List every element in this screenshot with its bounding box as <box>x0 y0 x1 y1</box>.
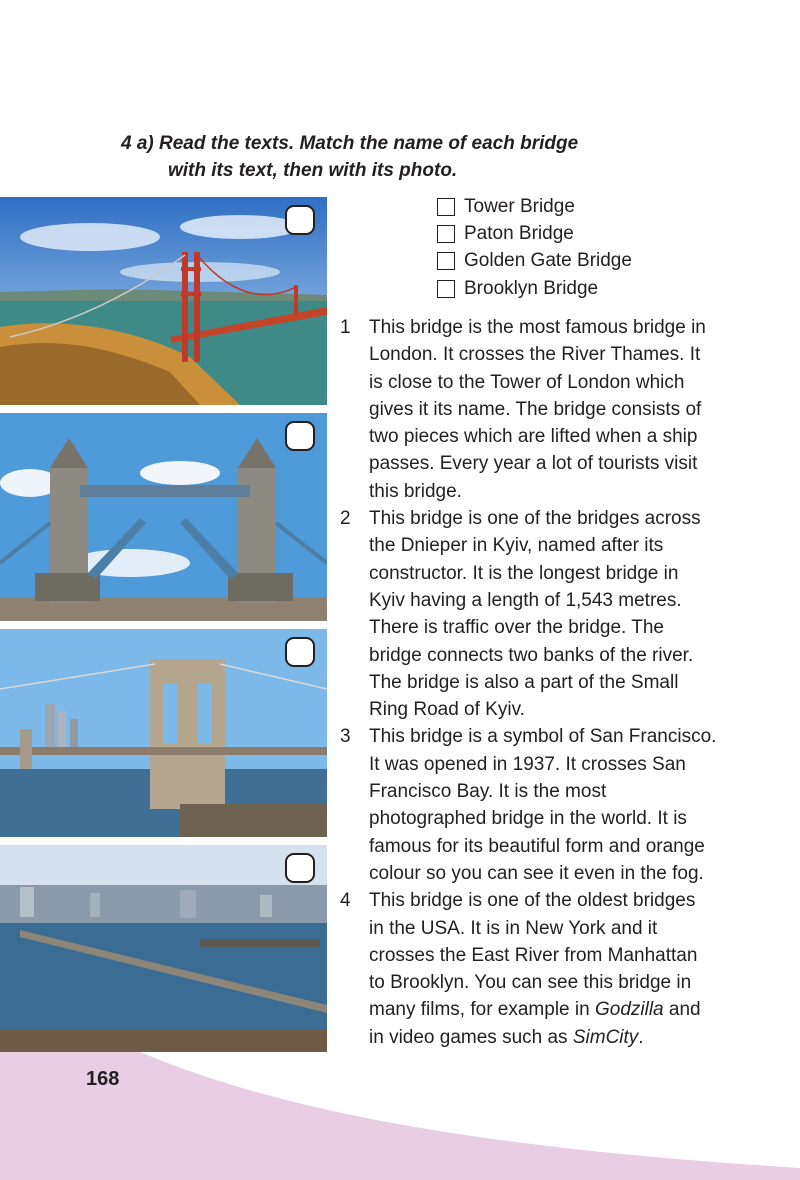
text-fragment: and <box>663 999 701 1021</box>
text-line: constructor. It is the longest bridge in <box>369 562 679 584</box>
text-line: Ring Road of Kyiv. <box>369 699 525 721</box>
option-label: Brooklyn Bridge <box>464 277 599 299</box>
page-number: 168 <box>86 1068 120 1090</box>
text-line: bridge connects two banks of the river. <box>369 644 694 666</box>
text-fragment: in video games such as <box>369 1026 573 1048</box>
option-label: Golden Gate Bridge <box>464 250 632 272</box>
checkbox[interactable] <box>437 198 455 216</box>
text-line: passes. Every year a lot of tourists visit <box>369 453 698 475</box>
text-line: London. It crosses the River Thames. It <box>369 344 701 366</box>
text-line: Kyiv having a length of 1,543 metres. <box>369 589 682 611</box>
photo-tower-bridge <box>0 413 327 621</box>
text-entry-2 <box>340 505 740 723</box>
photo-answer-box[interactable] <box>285 637 315 667</box>
text-entry-1 <box>340 314 740 505</box>
checkbox[interactable] <box>437 225 455 243</box>
photo-answer-box[interactable] <box>285 205 315 235</box>
text-line <box>369 1024 740 1051</box>
entry-number: 3 <box>340 726 351 748</box>
entry-number: 1 <box>340 317 351 338</box>
text-line: This bridge is the most famous bridge in <box>369 317 706 338</box>
text-line <box>369 996 740 1023</box>
film-title: Godzilla <box>594 999 664 1021</box>
text-line: in the USA. It is in New York and it <box>369 917 658 939</box>
photo-golden-gate-bridge <box>0 197 327 405</box>
text-fragment: many films, for example in <box>369 999 595 1021</box>
bridge-texts <box>340 314 740 1051</box>
bridge-options-list <box>437 193 632 302</box>
option-label: Paton Bridge <box>464 222 574 244</box>
entry-number: 2 <box>340 508 351 530</box>
text-line: This bridge is one of the bridges across <box>369 508 701 530</box>
text-line: It was opened in 1937. It crosses San <box>369 753 686 775</box>
text-line: the Dnieper in Kyiv, named after its <box>369 535 664 557</box>
text-line: gives it its name. The bridge consists of <box>369 398 702 420</box>
text-line: Francisco Bay. It is the most <box>369 781 607 803</box>
photo-answer-box[interactable] <box>285 853 315 883</box>
option-golden-gate-bridge[interactable] <box>437 248 632 275</box>
text-fragment: . <box>638 1026 644 1048</box>
text-line: is close to the Tower of London which <box>369 371 685 393</box>
text-line: crosses the East River from Manhattan <box>369 944 698 966</box>
text-line: This bridge is a symbol of San Francisco. <box>369 726 717 748</box>
text-line: There is traffic over the bridge. The <box>369 617 665 639</box>
option-brooklyn-bridge[interactable] <box>437 275 632 302</box>
photo-answer-box[interactable] <box>285 421 315 451</box>
task-line-2: with its text, then with its photo. <box>168 160 458 181</box>
task-line-1: 4 a) Read the texts. Match the name of each bridge <box>121 133 579 154</box>
game-title: SimCity <box>572 1026 639 1048</box>
text-line: famous for its beautiful form and orange <box>369 835 705 857</box>
text-line: The bridge is also a part of the Small <box>369 671 679 693</box>
text-line: two pieces which are lifted when a ship <box>369 426 698 448</box>
option-paton-bridge[interactable] <box>437 220 632 247</box>
text-line: to Brooklyn. You can see this bridge in <box>369 972 692 994</box>
text-line: colour so you can see it even in the fog. <box>369 862 704 884</box>
text-line: photographed bridge in the world. It is <box>369 808 687 830</box>
text-entry-4 <box>340 887 740 1051</box>
task-instruction <box>121 130 578 184</box>
option-tower-bridge[interactable] <box>437 193 632 220</box>
text-line: This bridge is one of the oldest bridges <box>369 890 696 912</box>
checkbox[interactable] <box>437 280 455 298</box>
text-line: this bridge. <box>369 480 462 502</box>
photo-paton-bridge <box>0 845 327 1052</box>
text-entry-3 <box>340 723 740 887</box>
photo-brooklyn-bridge <box>0 629 327 837</box>
option-label: Tower Bridge <box>464 195 575 217</box>
checkbox[interactable] <box>437 252 455 270</box>
entry-number: 4 <box>340 890 351 912</box>
